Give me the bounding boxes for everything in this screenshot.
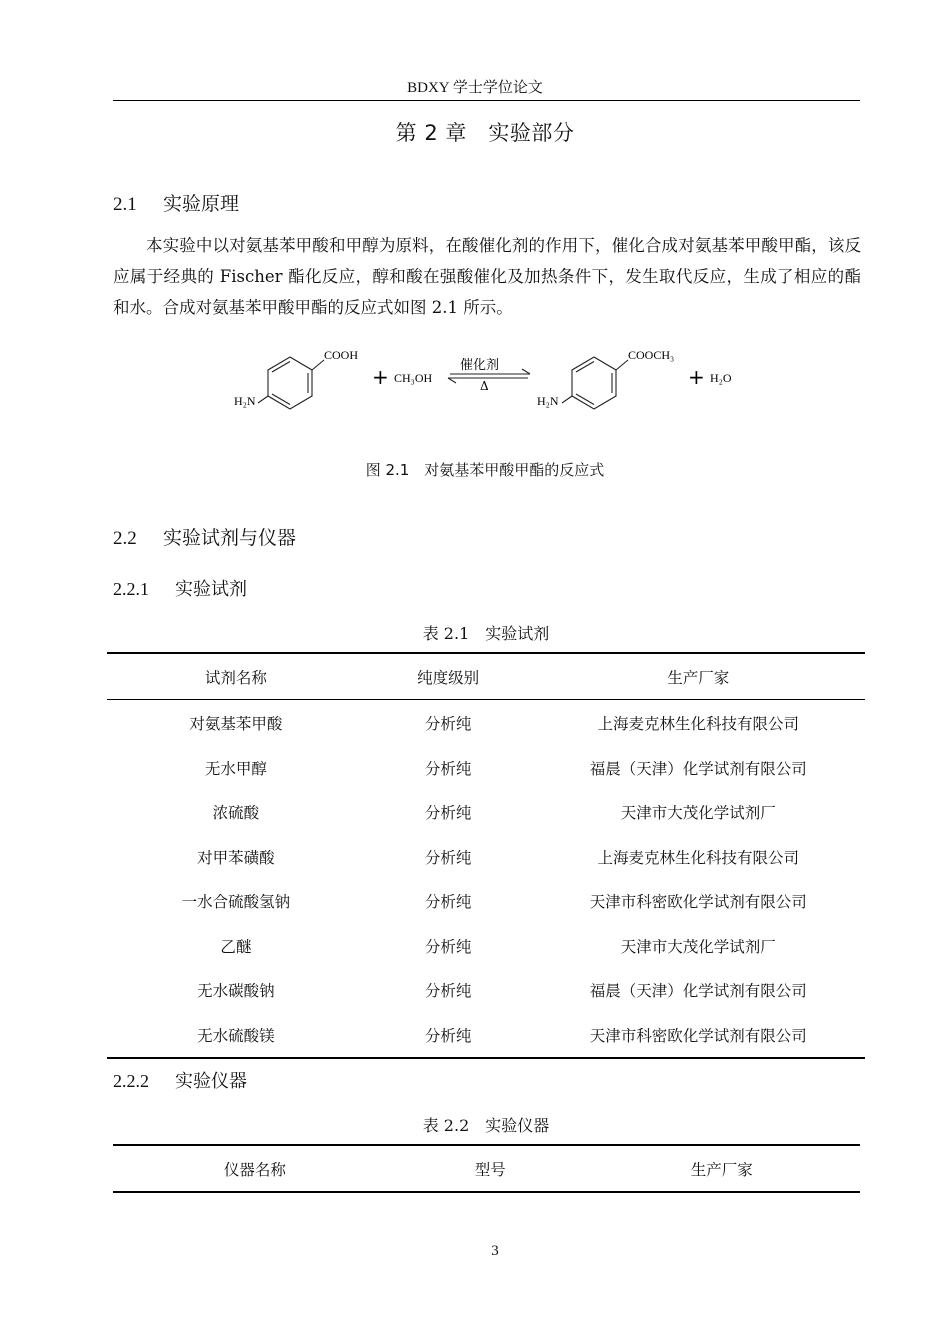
section-heading-2-2	[113, 523, 296, 550]
product-ester-label: COOCH₃	[628, 348, 675, 362]
column-header: 试剂名称	[107, 653, 365, 700]
table-cell: 分析纯	[424, 893, 472, 912]
table-cell: 浓硫酸	[212, 804, 260, 823]
table-cell: 分析纯	[424, 982, 472, 1001]
instruments-table	[113, 1144, 860, 1193]
section-heading-2-2-2	[113, 1067, 247, 1093]
section-number: 2.2	[113, 528, 137, 549]
table-header-row	[113, 1145, 860, 1192]
table-cell: 无水硫酸镁	[197, 1026, 275, 1045]
table-row	[107, 879, 865, 924]
table-cell: 分析纯	[424, 759, 472, 778]
catalyst-label: 催化剂	[460, 358, 500, 373]
table-row	[107, 1013, 865, 1059]
body-paragraph: 本实验中以对氨基苯甲酸和甲醇为原料，在酸催化剂的作用下，催化合成对氨基苯甲酸甲酯，该反应属于经典的 Fischer 酯化反应，醇和酸在强酸催化及加热条件下，发生取代反应，生成了相应的酯和水。合成对氨基苯甲酸甲酯的反应式如图 2.1 所示。	[113, 236, 861, 317]
column-header: 仪器名称	[223, 1160, 286, 1179]
table-cell: 对甲苯磺酸	[197, 848, 275, 867]
section-number: 2.1	[113, 194, 137, 215]
table-cell: 上海麦克林生化科技有限公司	[597, 715, 799, 734]
chapter-title: 第 2 章 实验部分	[395, 121, 575, 145]
table-row	[107, 700, 865, 746]
section-title: 实验试剂	[175, 579, 247, 600]
section-number: 2.2.1	[113, 579, 149, 599]
section-heading-2-2-1	[113, 575, 247, 601]
column-header: 纯度级别	[365, 653, 532, 700]
water-label: H₂O	[710, 371, 732, 385]
table-cell: 分析纯	[424, 1026, 472, 1045]
page-number: 3	[491, 1243, 499, 1259]
reagents-table	[107, 652, 865, 1059]
section-title: 实验仪器	[175, 1071, 247, 1092]
section-title: 实验原理	[163, 193, 240, 215]
table-cell: 一水合硫酸氢钠	[181, 893, 291, 912]
table-cell: 无水甲醇	[204, 759, 267, 778]
benzene-ring-product	[562, 357, 628, 409]
heat-symbol: Δ	[480, 379, 489, 393]
table-cell: 天津市大茂化学试剂厂	[620, 804, 776, 823]
header-rule	[113, 100, 860, 101]
column-header: 生产厂家	[690, 1160, 753, 1179]
running-header: BDXY 学士学位论文	[407, 80, 543, 96]
table-2-caption: 表 2.2 实验仪器	[422, 1116, 550, 1135]
methanol-label: CH₃OH	[394, 371, 433, 385]
plus-sign: +	[372, 365, 389, 389]
reactant-carboxyl-label: COOH	[324, 348, 359, 362]
table-cell: 对氨基苯甲酸	[189, 715, 283, 734]
column-header: 型号	[474, 1160, 506, 1179]
table-cell: 上海麦克林生化科技有限公司	[597, 848, 799, 867]
section-heading-2-1	[113, 189, 239, 216]
table-row	[107, 924, 865, 969]
benzene-ring-reactant	[258, 357, 324, 409]
plus-sign-2: +	[688, 365, 705, 389]
table-cell: 天津市科密欧化学试剂有限公司	[589, 893, 807, 912]
reaction-scheme	[230, 340, 750, 420]
column-header: 生产厂家	[531, 653, 865, 700]
table-cell: 乙醚	[220, 937, 252, 956]
table-cell: 福晨（天津）化学试剂有限公司	[589, 759, 807, 778]
table-cell: 福晨（天津）化学试剂有限公司	[589, 982, 807, 1001]
table-cell: 天津市大茂化学试剂厂	[620, 937, 776, 956]
table-cell: 无水碳酸钠	[197, 982, 275, 1001]
table-cell: 分析纯	[424, 715, 472, 734]
reactant-amine-label: H₂N	[234, 394, 256, 408]
table-row	[107, 968, 865, 1013]
table-row	[107, 835, 865, 880]
table-cell: 分析纯	[424, 848, 472, 867]
table-row	[107, 790, 865, 835]
product-amine-label: H₂N	[537, 394, 559, 408]
figure-caption: 图 2.1 对氨基苯甲酸甲酯的反应式	[365, 461, 605, 479]
section-title: 实验试剂与仪器	[163, 527, 297, 549]
section-number: 2.2.2	[113, 1071, 149, 1091]
table-cell: 天津市科密欧化学试剂有限公司	[589, 1026, 807, 1045]
table-cell: 分析纯	[424, 804, 472, 823]
table-1-caption: 表 2.1 实验试剂	[422, 624, 550, 643]
table-header-row	[107, 653, 865, 700]
table-row	[107, 746, 865, 791]
table-cell: 分析纯	[424, 937, 472, 956]
